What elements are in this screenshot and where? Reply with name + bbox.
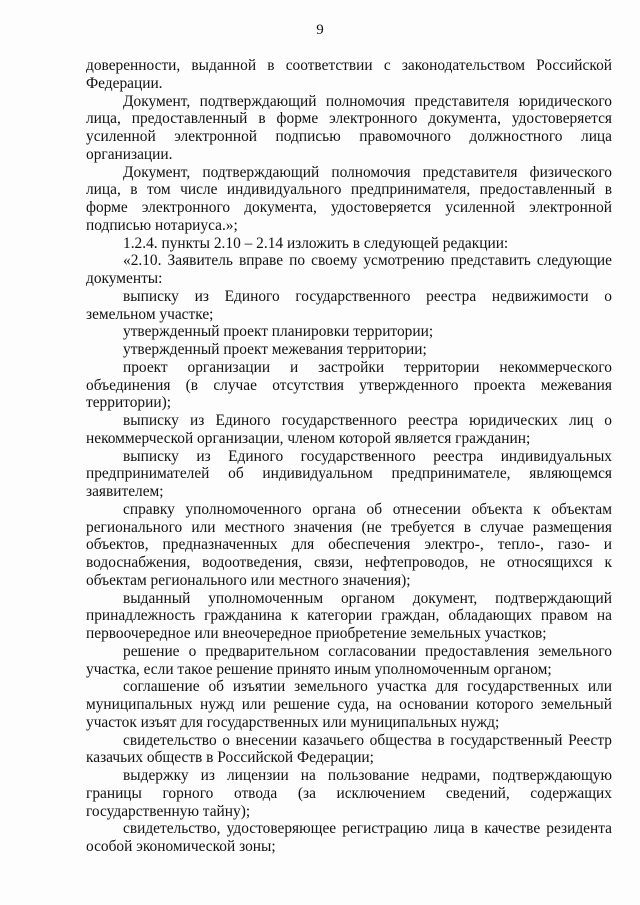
paragraph-continuation: доверенности, выданной в соответствии с законодательством Российской Федерации. — [86, 57, 612, 92]
list-item-category-document: выданный уполномоченным органом документ, подтверждающий принадлежность гражданина к категории граждан, обладающих правом на первоочередное или внеочередное приобретение земельных участков; — [86, 589, 612, 642]
list-item-entrepreneurs-extract: выписку из Единого государственного реестра индивидуальных предпринимателей об индивидуальном предпринимателе, являющемся заявителем; — [86, 447, 612, 500]
list-item-economic-zone-certificate: свидетельство, удостоверяющее регистрацию лица в качестве резидента особой экономической зоны; — [86, 820, 612, 855]
list-item-subsoil-license-extract: выдержку из лицензии на пользование недрами, подтверждающую границы горного отвода (за исключением сведений, содержащих государственную тайну); — [86, 767, 612, 820]
paragraph-clause-1-2-4: 1.2.4. пункты 2.10 – 2.14 изложить в следующей редакции: — [123, 234, 509, 252]
list-item-planning-project: утвержденный проект планировки территории; — [123, 323, 434, 341]
document-body — [86, 57, 612, 856]
paragraph-legal-entity-document: Документ, подтверждающий полномочия представителя юридического лица, предоставленный в форме электронного документа, удостоверяется усиленной электронной подписью правомочного должностного лица организации. — [86, 92, 612, 163]
list-item-real-estate-extract: выписку из Единого государственного реестра недвижимости о земельном участке; — [86, 287, 612, 323]
list-item-development-project: проект организации и застройки территории некоммерческого объединения (в случае отсутствия утвержденного проекта межевания территории); — [86, 358, 612, 412]
list-item-withdrawal-agreement: соглашение об изъятии земельного участка для государственных или муниципальных нужд или решение суда, на основании которого земельный участок изъят для государственных или муниципальных нужд; — [86, 678, 612, 731]
paragraph-individual-document: Документ, подтверждающий полномочия представителя физического лица, в том числе индивидуального предпринимателя, предоставленный в форме электронного документа, удостоверяется усиленной электронной подписью нотариуса.»; — [86, 163, 612, 234]
page-number: 9 — [316, 22, 324, 38]
list-item-preliminary-approval: решение о предварительном согласовании предоставления земельного участка, если такое решение принято иным уполномоченным органом; — [86, 642, 612, 678]
list-item-legal-entities-extract: выписку из Единого государственного реестра юридических лиц о некоммерческой организации, членом которой является гражданин; — [86, 412, 612, 447]
list-item-cossack-society-certificate: свидетельство о внесении казачьего общества в государственный Реестр казачьих обществ в Российской Федерации; — [86, 731, 612, 767]
paragraph-clause-2-10: «2.10. Заявитель вправе по своему усмотрению представить следующие документы: — [86, 252, 612, 287]
list-item-land-survey-project: утвержденный проект межевания территории; — [123, 341, 427, 358]
list-item-authority-certificate: справку уполномоченного органа об отнесении объекта к объектам регионального или местного значения (не требуется в случае размещения объектов, предназначенных для обеспечения электро-, тепло-, газо- и водоснабжения, водоотведения, связи, нефтепроводов, не относящихся к объектам регионального или местного значения); — [86, 500, 612, 589]
